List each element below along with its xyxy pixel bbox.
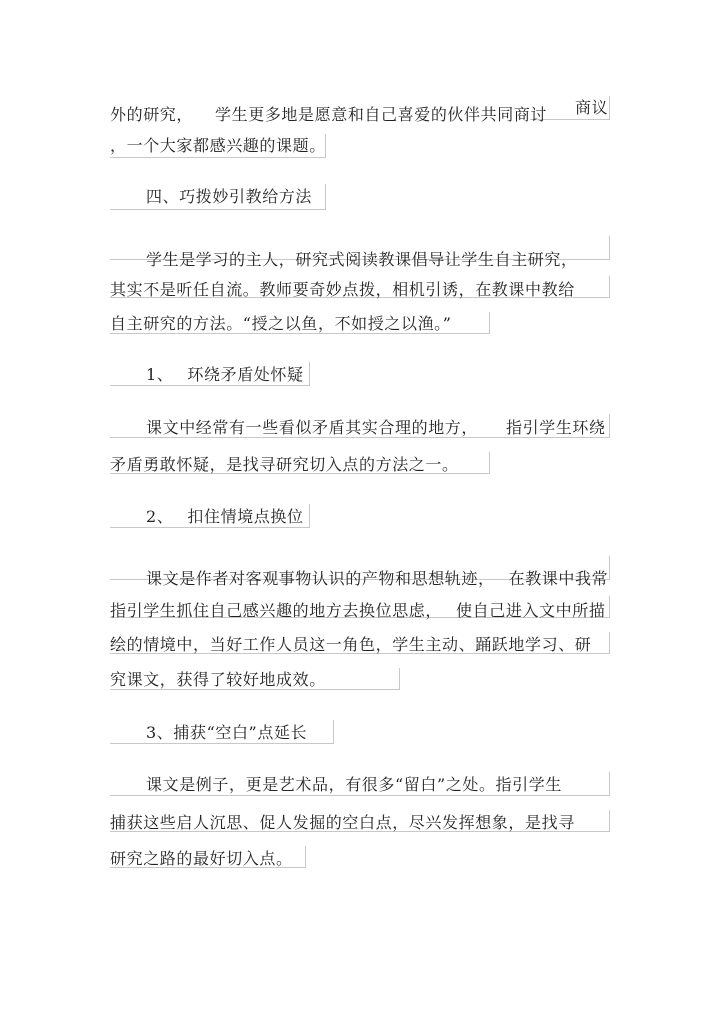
sub-heading-2 xyxy=(146,506,304,528)
text-fragment: 指引学生环绕 xyxy=(506,418,606,437)
paragraph-1-line-2: ，一个大家都感兴趣的课题。 xyxy=(110,136,326,155)
paragraph-1-line-1-tail: 商议 xyxy=(575,98,609,117)
section-heading: 四、巧拨妙引教给方法 xyxy=(146,187,313,206)
text-fragment: 使自己进入文中所描 xyxy=(456,601,606,620)
text-fragment: 课文中经常有一些看似矛盾其实合理的地方， xyxy=(146,418,479,437)
paragraph-3-line-2: 矛盾勇敢怀疑，是找寻研究切入点的方法之一。 xyxy=(110,455,459,474)
paragraph-4-line-2 xyxy=(110,600,605,622)
paragraph-2-line-3: 自主研究的方法。“授之以鱼，不如授之以渔。” xyxy=(110,314,452,333)
paragraph-5-line-2: 捕获这些启人沉思、促人发掘的空白点，尽兴发挥想象，是找寻 xyxy=(110,813,575,832)
paragraph-5-line-3: 研究之路的最好切入点。 xyxy=(110,849,293,868)
text-fragment: 外的研究， xyxy=(110,105,194,124)
paragraph-5-line-1: 课文是例子，更是艺术品，有很多“留白”之处。指引学生 xyxy=(146,775,562,794)
text-fragment: 学生更多地是愿意和自己喜爱的伙伴共同商讨 xyxy=(215,105,548,124)
sub-heading-3: 3、捕获“空白”点延长 xyxy=(146,723,308,742)
paragraph-2-line-1: 学生是学习的主人，研究式阅读教课倡导让学生自主研究， xyxy=(146,250,578,269)
sub-heading-text: 扣住情境点换位 xyxy=(187,507,304,526)
paragraph-4-line-4: 究课文，获得了较好地成效。 xyxy=(110,670,326,689)
sub-heading-number: 1、 xyxy=(146,365,174,384)
sub-heading-number: 2、 xyxy=(146,507,174,526)
paragraph-3-line-1 xyxy=(146,417,606,439)
text-fragment: 在教课中我常 xyxy=(508,569,609,588)
paragraph-4-line-3: 绘的情境中，当好工作人员这一角色，学生主动、踊跃地学习、研 xyxy=(110,635,592,654)
sub-heading-text: 环绕矛盾处怀疑 xyxy=(187,365,304,384)
text-fragment: 指引学生抓住自己感兴趣的地方去换位思虑， xyxy=(110,601,443,620)
paragraph-4-line-1 xyxy=(146,568,608,590)
text-fragment: 课文是作者对客观事物认识的产物和思想轨迹， xyxy=(146,569,495,588)
sub-heading-1 xyxy=(146,364,304,386)
paragraph-1-line-1 xyxy=(110,104,547,126)
paragraph-2-line-2: 其实不是听任自流。教师要奇妙点拨，相机引诱，在教课中教给 xyxy=(110,280,575,299)
